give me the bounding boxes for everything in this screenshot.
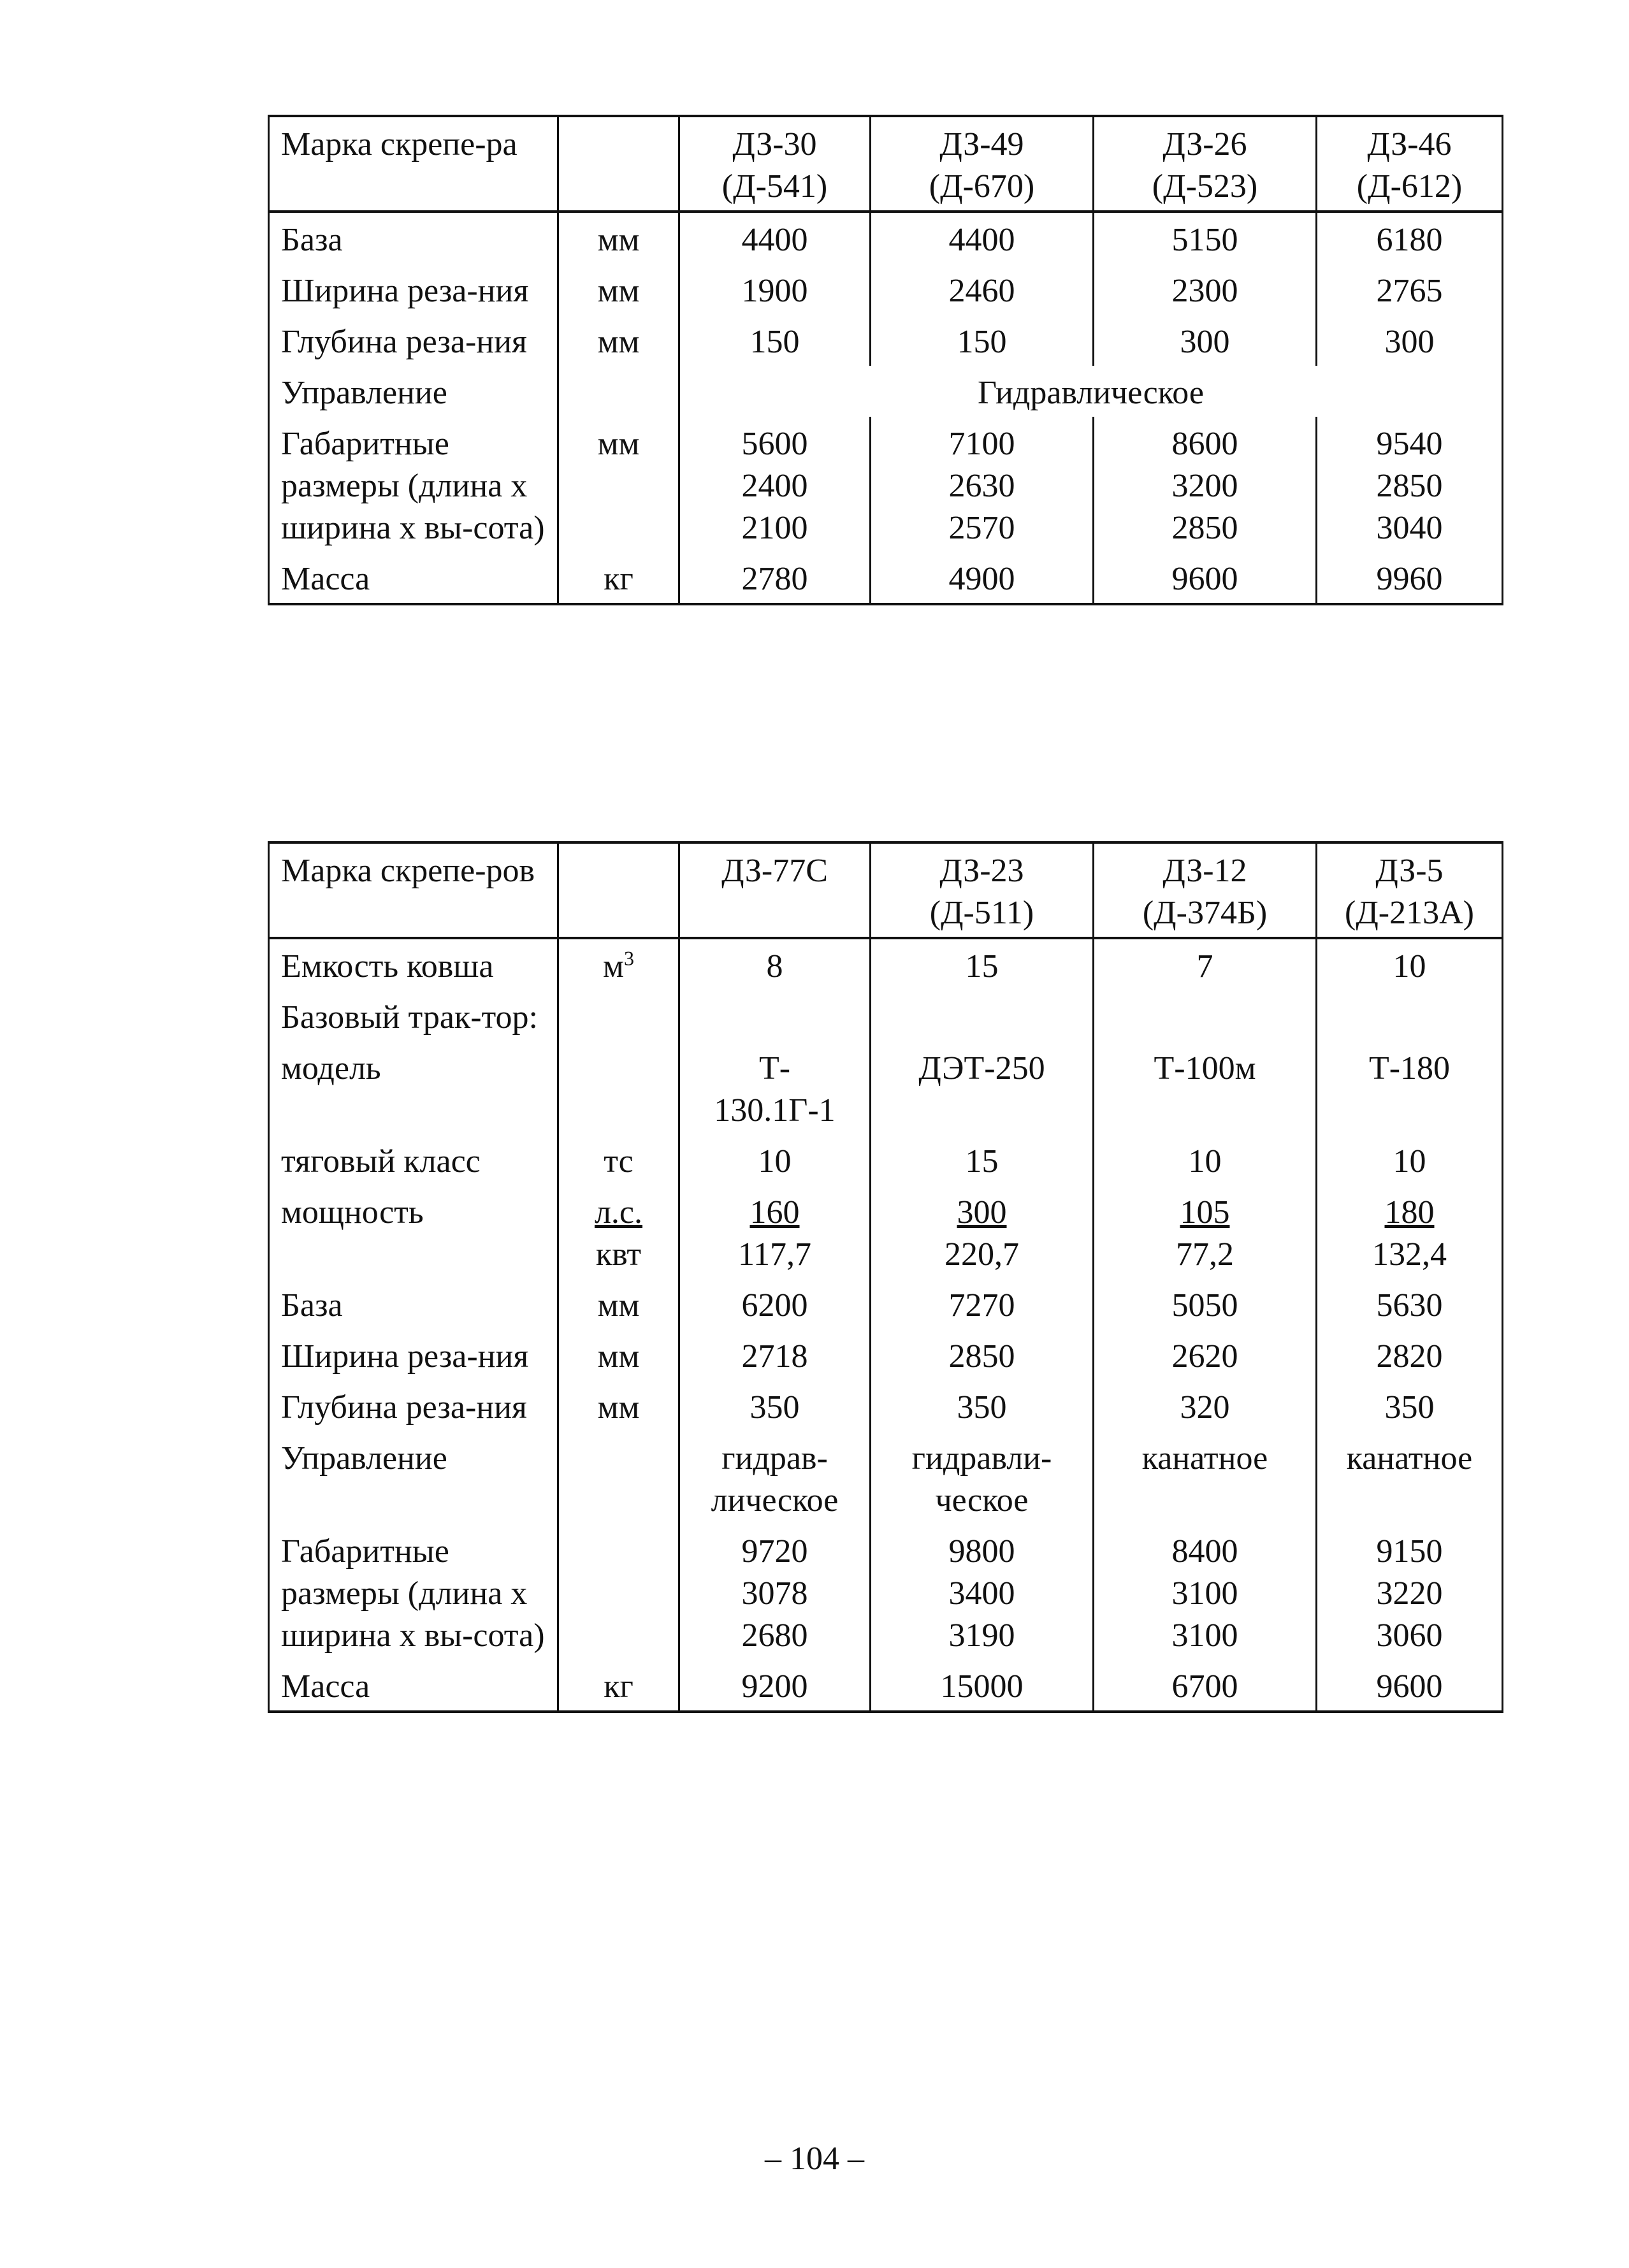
row-label: Габаритные размеры (длина х ширина х вы-сота) [269,1524,558,1659]
table-row [269,1041,1503,1134]
header-cell [558,842,679,938]
row-value [679,1041,871,1134]
row-value [871,212,1094,264]
value-line: 160 [749,1194,800,1231]
row-unit [558,1380,679,1431]
row-unit [558,212,679,264]
row-unit [558,1278,679,1329]
row-value [679,1185,871,1278]
value-line: 180 [1384,1194,1435,1231]
value-line: 2570 [948,510,1015,546]
value-line: 3100 [1171,1575,1238,1612]
row-unit [558,552,679,604]
value-line: 2850 [948,1338,1015,1375]
value-line: 5150 [1171,222,1238,258]
value-line: 117,7 [737,1236,812,1273]
value-line: 8 [766,948,783,985]
value-line: 2718 [741,1338,808,1375]
row-value [1094,1185,1317,1278]
value-line: 77,2 [1176,1236,1234,1273]
row-value [679,315,871,366]
value-line: 6180 [1376,222,1443,258]
value-line: 300 [1180,324,1230,360]
row-unit [558,1329,679,1380]
value-line: Т- [758,1050,791,1087]
table-row [269,264,1503,315]
value-line: 2620 [1171,1338,1238,1375]
value-line: 9960 [1376,561,1443,597]
row-value [1317,315,1503,366]
row-value [1094,315,1317,366]
header-line: ДЗ-49 [939,126,1024,163]
value-line: 7 [1196,948,1213,985]
value-line: 2300 [1171,273,1238,309]
row-value [871,1329,1094,1380]
value-line: 105 [1180,1194,1230,1231]
row-value [679,417,871,552]
value-line: 2460 [948,273,1015,309]
row-label: Масса [269,1659,558,1712]
row-value [1317,990,1503,1041]
value-line: 2820 [1376,1338,1443,1375]
table-row [269,366,1503,417]
table-row [269,1278,1503,1329]
value-line: 3040 [1376,510,1443,546]
row-value [1094,1134,1317,1185]
value-line: 9600 [1171,561,1238,597]
table-row [269,552,1503,604]
header-cell [679,116,871,212]
row-value [1094,1431,1317,1524]
value-line: гидрав- [721,1440,828,1477]
value-line: 9720 [741,1533,808,1570]
value-line: 2765 [1376,273,1443,309]
value-line: канатное [1346,1440,1473,1477]
row-value [871,315,1094,366]
row-value [1094,1041,1317,1134]
header-text: Марка скрепе-ра [281,126,518,163]
row-value [871,264,1094,315]
header-line: (Д-511) [929,895,1034,931]
value-line: 2100 [741,510,808,546]
row-label: Управление [269,1431,558,1524]
row-value [679,938,871,990]
value-line: 9150 [1376,1533,1443,1570]
row-value [871,990,1094,1041]
value-line: 4400 [948,222,1015,258]
value-line: 5630 [1376,1287,1443,1324]
row-label: Базовый трак-тор: [269,990,558,1041]
row-value [1317,417,1503,552]
row-value [1317,1041,1503,1134]
row-unit [558,1524,679,1659]
value-line: 5050 [1171,1287,1238,1324]
row-value [679,1278,871,1329]
row-value [1317,552,1503,604]
value-line: 3400 [948,1575,1015,1612]
header-line: (Д-670) [929,168,1035,205]
table-row [269,1134,1503,1185]
value-line: 3100 [1171,1617,1238,1654]
table-1-body [269,116,1503,604]
value-line: 2850 [1376,468,1443,504]
value-line: 350 [749,1389,800,1426]
row-value [1094,1524,1317,1659]
row-label: модель [269,1041,558,1134]
row-unit [558,1041,679,1134]
table-row [269,212,1503,264]
table-row [269,1524,1503,1659]
value-line: гидравли- [911,1440,1052,1477]
row-label: Емкость ковша [269,938,558,990]
row-value [1094,212,1317,264]
header-line: (Д-213А) [1345,895,1474,931]
value-line: 2400 [741,468,808,504]
row-value [679,552,871,604]
row-value [1317,212,1503,264]
value-line: 9800 [948,1533,1015,1570]
row-value-spanned: Гидравлическое [679,366,1503,417]
row-label: тяговый класс [269,1134,558,1185]
value-line: 3220 [1376,1575,1443,1612]
row-value [871,1278,1094,1329]
header-cell [1094,116,1317,212]
header-cell [1094,842,1317,938]
row-value [871,1134,1094,1185]
row-unit [558,417,679,552]
header-text: Марка скрепе-ров [281,853,535,889]
value-line: 300 [957,1194,1007,1231]
row-value [1317,1431,1503,1524]
value-line: 2780 [741,561,808,597]
row-unit [558,1659,679,1712]
row-value [1317,1134,1503,1185]
header-line: ДЗ-46 [1367,126,1452,163]
value-line: 4900 [948,561,1015,597]
header-cell [679,842,871,938]
row-value [679,990,871,1041]
unit-text: кг [604,1668,634,1705]
scraper-specs-table-2 [268,841,1503,1713]
table-row [269,1185,1503,1278]
row-label: Управление [269,366,558,417]
value-line: 9540 [1376,426,1443,462]
row-label: Масса [269,552,558,604]
row-unit [558,366,679,417]
header-line: ДЗ-12 [1162,853,1247,889]
value-line: 15000 [940,1668,1024,1705]
unit-line: квт [595,1236,642,1273]
row-value [871,552,1094,604]
value-line: 220,7 [945,1236,1019,1273]
unit-text: мм [597,1338,640,1375]
header-label-cell [269,842,558,938]
row-value [1317,938,1503,990]
row-unit [558,1134,679,1185]
header-row [269,116,1503,212]
row-unit [558,315,679,366]
value-line: 150 [957,324,1007,360]
value-line: Т-100м [1154,1050,1256,1087]
table-row [269,1329,1503,1380]
unit-text: мм [597,1389,640,1426]
value-line: 1900 [741,273,808,309]
row-value [1317,1659,1503,1712]
row-value [1317,264,1503,315]
row-value [1317,1524,1503,1659]
value-line: 15 [965,948,999,985]
value-line: 10 [1393,948,1426,985]
header-line: ДЗ-77С [721,853,828,889]
table-row [269,990,1503,1041]
header-line: (Д-523) [1152,168,1258,205]
unit-line: л.с. [594,1194,643,1231]
row-value [679,212,871,264]
value-line: ДЭТ-250 [918,1050,1045,1087]
value-line: канатное [1141,1440,1268,1477]
row-value [1094,1278,1317,1329]
row-value [679,1134,871,1185]
row-label: Глубина реза-ния [269,1380,558,1431]
unit-text: кг [604,561,634,597]
value-line: 6200 [741,1287,808,1324]
row-label: Габаритные размеры (длина х ширина х вы-сота) [269,417,558,552]
value-line: 320 [1180,1389,1230,1426]
header-cell [871,116,1094,212]
row-label: Глубина реза-ния [269,315,558,366]
header-cell [1317,842,1503,938]
value-line: 8600 [1171,426,1238,462]
header-cell [871,842,1094,938]
row-value [1317,1329,1503,1380]
row-value [871,1659,1094,1712]
value-line: 3060 [1376,1617,1443,1654]
header-cell [558,116,679,212]
table-2-body [269,842,1503,1712]
value-line: 350 [957,1389,1007,1426]
row-value [1317,1380,1503,1431]
unit-text: мм [597,426,640,462]
value-line: лическое [711,1482,839,1519]
unit-text: мм [597,324,640,360]
row-value [1094,990,1317,1041]
row-value [871,417,1094,552]
header-line: (Д-374Б) [1142,895,1268,931]
table-row [269,1431,1503,1524]
row-value [1094,552,1317,604]
value-line: 150 [749,324,800,360]
unit-superscript: 3 [623,946,634,970]
header-line: ДЗ-23 [939,853,1024,889]
row-label: Ширина реза-ния [269,1329,558,1380]
value-line: 3190 [948,1617,1015,1654]
value-line: 132,4 [1372,1236,1447,1273]
unit-text: мм [597,1287,640,1324]
row-value [1094,1380,1317,1431]
table-row [269,417,1503,552]
value-line: 3200 [1171,468,1238,504]
value-line: 9200 [741,1668,808,1705]
header-line: (Д-612) [1356,168,1463,205]
row-value [679,1524,871,1659]
row-value [679,264,871,315]
value-line: 7100 [948,426,1015,462]
row-value [1317,1278,1503,1329]
header-cell [1317,116,1503,212]
row-value [679,1431,871,1524]
unit-text: мм [597,273,640,309]
value-line: 2850 [1171,510,1238,546]
header-line: ДЗ-5 [1375,853,1444,889]
unit-text: тс [604,1143,634,1180]
value-line: 15 [965,1143,999,1180]
page-number: – 104 – [765,2141,864,2177]
table-row [269,315,1503,366]
row-value [871,1431,1094,1524]
row-value [1094,1329,1317,1380]
value-line: 300 [1384,324,1435,360]
value-line: 3078 [741,1575,808,1612]
row-unit [558,1185,679,1278]
value-line: 7270 [948,1287,1015,1324]
value-line: 10 [758,1143,792,1180]
row-value [871,1380,1094,1431]
row-value [679,1380,871,1431]
value-line: 9600 [1376,1668,1443,1705]
table-row [269,1380,1503,1431]
row-unit [558,990,679,1041]
table-row [269,1659,1503,1712]
value-line: 2680 [741,1617,808,1654]
row-value [679,1659,871,1712]
row-value [871,1185,1094,1278]
row-value [871,1524,1094,1659]
row-value [871,1041,1094,1134]
row-label: мощность [269,1185,558,1278]
value-line: 10 [1188,1143,1222,1180]
row-value [1094,417,1317,552]
row-value [679,1329,871,1380]
scraper-specs-table-1 [268,115,1503,605]
unit-text: мм [597,222,640,258]
header-label-cell [269,116,558,212]
value-line: 6700 [1171,1668,1238,1705]
row-label: База [269,212,558,264]
unit-text: м [603,948,624,985]
value-line: 8400 [1171,1533,1238,1570]
value-line: 5600 [741,426,808,462]
row-value [1094,264,1317,315]
row-value [1317,1185,1503,1278]
row-value [1094,938,1317,990]
table-row [269,938,1503,990]
row-unit [558,264,679,315]
row-unit [558,938,679,990]
value-line: 10 [1393,1143,1426,1180]
header-line: ДЗ-26 [1162,126,1247,163]
row-value [871,938,1094,990]
row-value [1094,1659,1317,1712]
row-label: Ширина реза-ния [269,264,558,315]
row-unit [558,1431,679,1524]
value-line: ческое [935,1482,1029,1519]
value-line: 4400 [741,222,808,258]
header-line: (Д-541) [721,168,828,205]
row-label: База [269,1278,558,1329]
header-line: ДЗ-30 [732,126,817,163]
value-line: 2630 [948,468,1015,504]
value-line: Т-180 [1368,1050,1451,1087]
value-line: 130.1Г-1 [714,1092,836,1129]
header-row [269,842,1503,938]
value-line: 350 [1384,1389,1435,1426]
